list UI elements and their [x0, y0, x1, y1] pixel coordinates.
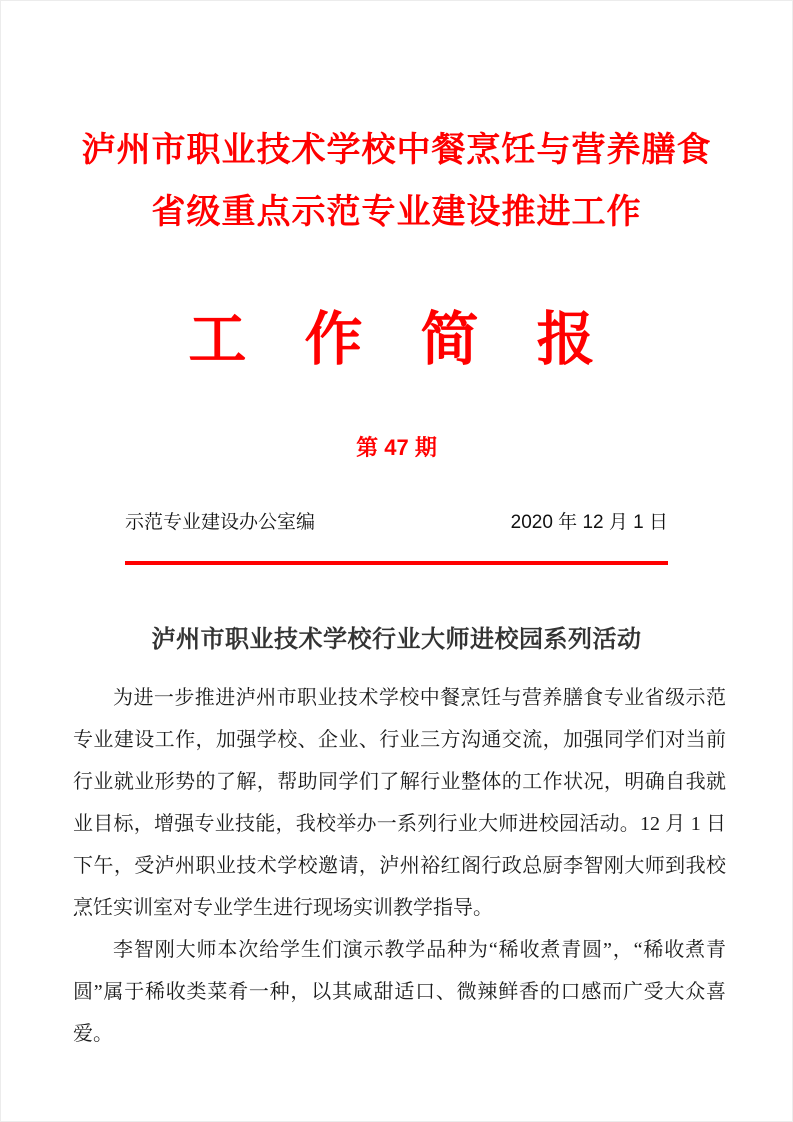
editor-label: 示范专业建设办公室编 [125, 512, 316, 533]
issue-number: 第 47 期 [356, 435, 437, 460]
publish-date: 2020 年 12 月 1 日 [510, 512, 668, 533]
bulletin-banner: 工 作 简 报 [188, 307, 605, 372]
document-title-line1: 泸州市职业技术学校中餐烹饪与营养膳食 [81, 131, 712, 169]
document-title-line2: 省级重点示范专业建设推进工作 [151, 193, 642, 231]
document-title [1, 119, 792, 243]
masthead-meta-row [125, 509, 668, 537]
article-paragraph: 为进一步推进泸州市职业技术学校中餐烹饪与营养膳食专业省级示范专业建设工作，加强学校、企业、行业三方沟通交流，加强同学们对当前行业就业形势的了解，帮助同学们了解行业整体的工作状况，明确自我就业目标，增强专业技能，我校举办一系列行业大师进校园活动。12 月 1 日下午，受泸州职业技术学校邀请，泸州裕红阁行政总厨李智刚大师到我校烹饪实训室对专业学生进行现场实训教学指导。 [73, 687, 726, 919]
article-paragraph: 李智刚大师本次给学生们演示教学品种为“稀收煮青圆”，“稀收煮青圆”属于稀收类菜肴一种，以其咸甜适口、微辣鲜香的口感而广受大众喜爱。 [73, 939, 726, 1045]
article-body [73, 677, 726, 1055]
article-heading: 泸州市职业技术学校行业大师进校园系列活动 [151, 626, 642, 653]
red-divider-rule [125, 561, 668, 565]
